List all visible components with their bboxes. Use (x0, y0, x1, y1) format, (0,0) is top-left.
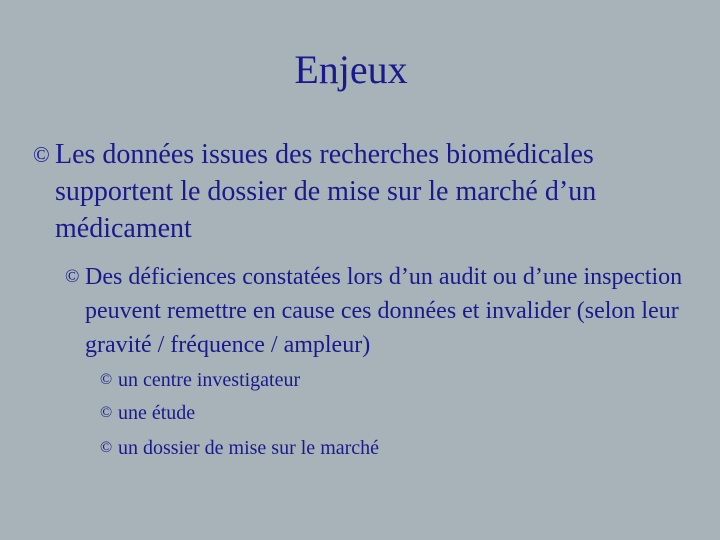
bullet-level3-item (100, 434, 379, 462)
bullet-icon: © (100, 371, 113, 388)
bullet-icon: © (65, 266, 80, 287)
bullet-icon: © (33, 142, 50, 167)
bullet-icon: © (100, 404, 113, 421)
bullet-level3-text: un centre investigateur (118, 369, 301, 391)
bullet-level2 (65, 260, 685, 362)
bullet-level1-text: Les données issues des recherches biomédicales supportent le dossier de mise sur le marché d’un médicament (55, 139, 597, 244)
slide-title: Enjeux (294, 47, 408, 92)
bullet-level3-text: un dossier de mise sur le marché (118, 437, 380, 459)
bullet-level3-text: une étude (118, 402, 196, 424)
bullet-level1 (33, 136, 688, 247)
bullet-level3-item (100, 366, 300, 394)
bullet-level3-item (100, 399, 195, 427)
bullet-icon: © (100, 439, 113, 456)
bullet-level2-text: Des déficiences constatées lors d’un audit ou d’une inspection peuvent remettre en cause ces données et invalider (selon leur gravité / fréquence / ampleur) (85, 264, 683, 358)
